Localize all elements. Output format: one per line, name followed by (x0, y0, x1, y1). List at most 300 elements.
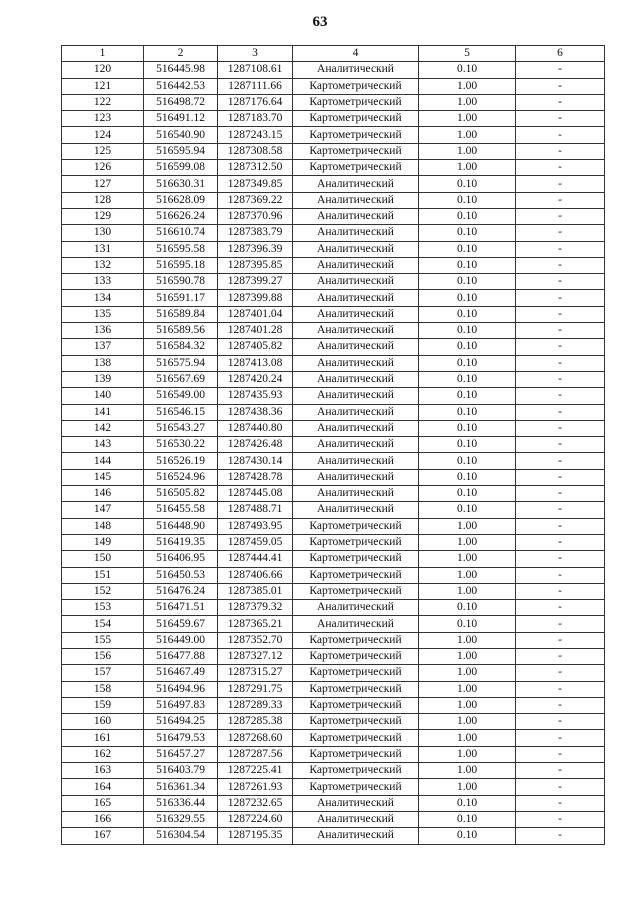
note-cell: - (516, 339, 605, 355)
table-row (62, 225, 605, 241)
table-row (62, 648, 605, 664)
x-coordinate-cell: 516546.15 (144, 404, 218, 420)
point-number-cell: 139 (62, 371, 144, 387)
note-cell: - (516, 567, 605, 583)
method-cell: Аналитический (293, 616, 419, 632)
y-coordinate-cell: 1287261.93 (218, 779, 293, 795)
y-coordinate-cell: 1287315.27 (218, 665, 293, 681)
note-cell: - (516, 534, 605, 550)
accuracy-cell: 1.00 (419, 632, 516, 648)
method-cell: Картометрический (293, 730, 419, 746)
note-cell: - (516, 469, 605, 485)
accuracy-cell: 0.10 (419, 486, 516, 502)
method-cell: Картометрический (293, 94, 419, 110)
x-coordinate-cell: 516445.98 (144, 62, 218, 78)
method-cell: Аналитический (293, 388, 419, 404)
y-coordinate-cell: 1287308.58 (218, 143, 293, 159)
table-row (62, 323, 605, 339)
point-number-cell: 126 (62, 160, 144, 176)
table-row (62, 274, 605, 290)
method-cell: Аналитический (293, 306, 419, 322)
coordinates-table (61, 45, 605, 845)
x-coordinate-cell: 516494.25 (144, 714, 218, 730)
method-cell: Аналитический (293, 257, 419, 273)
accuracy-cell: 1.00 (419, 78, 516, 94)
note-cell: - (516, 290, 605, 306)
x-coordinate-cell: 516610.74 (144, 225, 218, 241)
point-number-cell: 165 (62, 795, 144, 811)
method-cell: Картометрический (293, 143, 419, 159)
table-row (62, 811, 605, 827)
y-coordinate-cell: 1287435.93 (218, 388, 293, 404)
note-cell: - (516, 600, 605, 616)
method-cell: Картометрический (293, 551, 419, 567)
x-coordinate-cell: 516471.51 (144, 600, 218, 616)
table-row (62, 78, 605, 94)
point-number-cell: 120 (62, 62, 144, 78)
y-coordinate-cell: 1287444.41 (218, 551, 293, 567)
accuracy-cell: 0.10 (419, 420, 516, 436)
x-coordinate-cell: 516595.18 (144, 257, 218, 273)
table-row (62, 534, 605, 550)
y-coordinate-cell: 1287440.80 (218, 420, 293, 436)
accuracy-cell: 1.00 (419, 143, 516, 159)
table-row (62, 518, 605, 534)
table-row (62, 127, 605, 143)
x-coordinate-cell: 516336.44 (144, 795, 218, 811)
table-row (62, 616, 605, 632)
note-cell: - (516, 192, 605, 208)
point-number-cell: 133 (62, 274, 144, 290)
method-cell: Картометрический (293, 648, 419, 664)
y-coordinate-cell: 1287396.39 (218, 241, 293, 257)
y-coordinate-cell: 1287438.36 (218, 404, 293, 420)
method-cell: Картометрический (293, 665, 419, 681)
method-cell: Аналитический (293, 355, 419, 371)
accuracy-cell: 1.00 (419, 697, 516, 713)
method-cell: Картометрический (293, 111, 419, 127)
method-cell: Аналитический (293, 420, 419, 436)
point-number-cell: 150 (62, 551, 144, 567)
method-cell: Аналитический (293, 274, 419, 290)
method-cell: Картометрический (293, 779, 419, 795)
point-number-cell: 138 (62, 355, 144, 371)
column-header: 5 (419, 46, 516, 62)
method-cell: Аналитический (293, 323, 419, 339)
x-coordinate-cell: 516589.84 (144, 306, 218, 322)
note-cell: - (516, 828, 605, 844)
x-coordinate-cell: 516626.24 (144, 208, 218, 224)
y-coordinate-cell: 1287352.70 (218, 632, 293, 648)
x-coordinate-cell: 516406.95 (144, 551, 218, 567)
y-coordinate-cell: 1287488.71 (218, 502, 293, 518)
y-coordinate-cell: 1287287.56 (218, 746, 293, 762)
table-row (62, 339, 605, 355)
note-cell: - (516, 111, 605, 127)
x-coordinate-cell: 516459.67 (144, 616, 218, 632)
x-coordinate-cell: 516467.49 (144, 665, 218, 681)
y-coordinate-cell: 1287285.38 (218, 714, 293, 730)
accuracy-cell: 1.00 (419, 534, 516, 550)
accuracy-cell: 1.00 (419, 746, 516, 762)
x-coordinate-cell: 516449.00 (144, 632, 218, 648)
table-row (62, 453, 605, 469)
note-cell: - (516, 746, 605, 762)
table-row (62, 404, 605, 420)
table-row (62, 143, 605, 159)
table-body (62, 62, 605, 844)
table-row (62, 290, 605, 306)
note-cell: - (516, 208, 605, 224)
y-coordinate-cell: 1287445.08 (218, 486, 293, 502)
method-cell: Аналитический (293, 486, 419, 502)
method-cell: Аналитический (293, 225, 419, 241)
accuracy-cell: 0.10 (419, 371, 516, 387)
method-cell: Аналитический (293, 469, 419, 485)
y-coordinate-cell: 1287405.82 (218, 339, 293, 355)
note-cell: - (516, 730, 605, 746)
table-row (62, 828, 605, 844)
column-header: 4 (293, 46, 419, 62)
point-number-cell: 152 (62, 583, 144, 599)
point-number-cell: 158 (62, 681, 144, 697)
y-coordinate-cell: 1287383.79 (218, 225, 293, 241)
x-coordinate-cell: 516304.54 (144, 828, 218, 844)
x-coordinate-cell: 516498.72 (144, 94, 218, 110)
y-coordinate-cell: 1287224.60 (218, 811, 293, 827)
y-coordinate-cell: 1287312.50 (218, 160, 293, 176)
table-row (62, 420, 605, 436)
y-coordinate-cell: 1287399.27 (218, 274, 293, 290)
x-coordinate-cell: 516476.24 (144, 583, 218, 599)
accuracy-cell: 0.10 (419, 225, 516, 241)
table-row (62, 160, 605, 176)
y-coordinate-cell: 1287232.65 (218, 795, 293, 811)
note-cell: - (516, 779, 605, 795)
method-cell: Аналитический (293, 241, 419, 257)
point-number-cell: 162 (62, 746, 144, 762)
y-coordinate-cell: 1287289.33 (218, 697, 293, 713)
x-coordinate-cell: 516543.27 (144, 420, 218, 436)
point-number-cell: 151 (62, 567, 144, 583)
x-coordinate-cell: 516591.17 (144, 290, 218, 306)
page-number: 63 (312, 14, 328, 30)
accuracy-cell: 1.00 (419, 160, 516, 176)
accuracy-cell: 0.10 (419, 176, 516, 192)
column-header: 1 (62, 46, 144, 62)
x-coordinate-cell: 516540.90 (144, 127, 218, 143)
x-coordinate-cell: 516491.12 (144, 111, 218, 127)
accuracy-cell: 1.00 (419, 763, 516, 779)
y-coordinate-cell: 1287370.96 (218, 208, 293, 224)
point-number-cell: 137 (62, 339, 144, 355)
accuracy-cell: 0.10 (419, 306, 516, 322)
x-coordinate-cell: 516567.69 (144, 371, 218, 387)
point-number-cell: 131 (62, 241, 144, 257)
point-number-cell: 141 (62, 404, 144, 420)
method-cell: Картометрический (293, 763, 419, 779)
x-coordinate-cell: 516448.90 (144, 518, 218, 534)
method-cell: Картометрический (293, 746, 419, 762)
x-coordinate-cell: 516526.19 (144, 453, 218, 469)
table-row (62, 697, 605, 713)
note-cell: - (516, 795, 605, 811)
point-number-cell: 136 (62, 323, 144, 339)
table-row (62, 502, 605, 518)
table-row (62, 306, 605, 322)
y-coordinate-cell: 1287111.66 (218, 78, 293, 94)
method-cell: Аналитический (293, 811, 419, 827)
method-cell: Аналитический (293, 192, 419, 208)
note-cell: - (516, 143, 605, 159)
method-cell: Картометрический (293, 697, 419, 713)
x-coordinate-cell: 516589.56 (144, 323, 218, 339)
y-coordinate-cell: 1287385.01 (218, 583, 293, 599)
note-cell: - (516, 306, 605, 322)
method-cell: Картометрический (293, 78, 419, 94)
x-coordinate-cell: 516628.09 (144, 192, 218, 208)
note-cell: - (516, 551, 605, 567)
note-cell: - (516, 518, 605, 534)
method-cell: Аналитический (293, 339, 419, 355)
note-cell: - (516, 665, 605, 681)
table-row (62, 111, 605, 127)
point-number-cell: 156 (62, 648, 144, 664)
column-header: 2 (144, 46, 218, 62)
note-cell: - (516, 437, 605, 453)
note-cell: - (516, 616, 605, 632)
table-row (62, 94, 605, 110)
note-cell: - (516, 94, 605, 110)
y-coordinate-cell: 1287195.35 (218, 828, 293, 844)
point-number-cell: 167 (62, 828, 144, 844)
method-cell: Картометрический (293, 567, 419, 583)
note-cell: - (516, 763, 605, 779)
table-row (62, 551, 605, 567)
accuracy-cell: 1.00 (419, 94, 516, 110)
method-cell: Аналитический (293, 453, 419, 469)
table-row (62, 714, 605, 730)
accuracy-cell: 1.00 (419, 127, 516, 143)
note-cell: - (516, 420, 605, 436)
y-coordinate-cell: 1287365.21 (218, 616, 293, 632)
note-cell: - (516, 583, 605, 599)
note-cell: - (516, 371, 605, 387)
note-cell: - (516, 160, 605, 176)
x-coordinate-cell: 516630.31 (144, 176, 218, 192)
method-cell: Аналитический (293, 290, 419, 306)
point-number-cell: 147 (62, 502, 144, 518)
note-cell: - (516, 697, 605, 713)
point-number-cell: 129 (62, 208, 144, 224)
x-coordinate-cell: 516497.83 (144, 697, 218, 713)
table-row (62, 583, 605, 599)
point-number-cell: 134 (62, 290, 144, 306)
point-number-cell: 149 (62, 534, 144, 550)
point-number-cell: 130 (62, 225, 144, 241)
method-cell: Картометрический (293, 681, 419, 697)
x-coordinate-cell: 516599.08 (144, 160, 218, 176)
x-coordinate-cell: 516524.96 (144, 469, 218, 485)
point-number-cell: 143 (62, 437, 144, 453)
method-cell: Картометрический (293, 127, 419, 143)
accuracy-cell: 0.10 (419, 62, 516, 78)
accuracy-cell: 0.10 (419, 388, 516, 404)
method-cell: Картометрический (293, 632, 419, 648)
point-number-cell: 146 (62, 486, 144, 502)
table-row (62, 681, 605, 697)
point-number-cell: 128 (62, 192, 144, 208)
point-number-cell: 154 (62, 616, 144, 632)
table-row (62, 62, 605, 78)
note-cell: - (516, 648, 605, 664)
table-row (62, 192, 605, 208)
x-coordinate-cell: 516549.00 (144, 388, 218, 404)
x-coordinate-cell: 516361.34 (144, 779, 218, 795)
method-cell: Аналитический (293, 600, 419, 616)
accuracy-cell: 0.10 (419, 339, 516, 355)
method-cell: Аналитический (293, 371, 419, 387)
note-cell: - (516, 714, 605, 730)
note-cell: - (516, 274, 605, 290)
table-row (62, 763, 605, 779)
accuracy-cell: 0.10 (419, 290, 516, 306)
accuracy-cell: 1.00 (419, 730, 516, 746)
note-cell: - (516, 404, 605, 420)
point-number-cell: 148 (62, 518, 144, 534)
y-coordinate-cell: 1287413.08 (218, 355, 293, 371)
y-coordinate-cell: 1287349.85 (218, 176, 293, 192)
point-number-cell: 155 (62, 632, 144, 648)
y-coordinate-cell: 1287379.32 (218, 600, 293, 616)
x-coordinate-cell: 516479.53 (144, 730, 218, 746)
point-number-cell: 127 (62, 176, 144, 192)
method-cell: Аналитический (293, 828, 419, 844)
table-row (62, 665, 605, 681)
accuracy-cell: 1.00 (419, 681, 516, 697)
note-cell: - (516, 225, 605, 241)
table-row (62, 632, 605, 648)
point-number-cell: 161 (62, 730, 144, 746)
x-coordinate-cell: 516442.53 (144, 78, 218, 94)
x-coordinate-cell: 516584.32 (144, 339, 218, 355)
note-cell: - (516, 176, 605, 192)
x-coordinate-cell: 516457.27 (144, 746, 218, 762)
y-coordinate-cell: 1287327.12 (218, 648, 293, 664)
table-row (62, 257, 605, 273)
table-row (62, 371, 605, 387)
y-coordinate-cell: 1287183.70 (218, 111, 293, 127)
method-cell: Аналитический (293, 404, 419, 420)
x-coordinate-cell: 516595.58 (144, 241, 218, 257)
point-number-cell: 122 (62, 94, 144, 110)
y-coordinate-cell: 1287369.22 (218, 192, 293, 208)
point-number-cell: 160 (62, 714, 144, 730)
note-cell: - (516, 453, 605, 469)
y-coordinate-cell: 1287401.28 (218, 323, 293, 339)
note-cell: - (516, 241, 605, 257)
note-cell: - (516, 632, 605, 648)
x-coordinate-cell: 516403.79 (144, 763, 218, 779)
table-row (62, 208, 605, 224)
accuracy-cell: 1.00 (419, 583, 516, 599)
x-coordinate-cell: 516575.94 (144, 355, 218, 371)
note-cell: - (516, 62, 605, 78)
accuracy-cell: 1.00 (419, 518, 516, 534)
method-cell: Аналитический (293, 176, 419, 192)
method-cell: Аналитический (293, 208, 419, 224)
point-number-cell: 124 (62, 127, 144, 143)
y-coordinate-cell: 1287395.85 (218, 257, 293, 273)
accuracy-cell: 0.10 (419, 257, 516, 273)
table-row (62, 469, 605, 485)
accuracy-cell: 1.00 (419, 111, 516, 127)
x-coordinate-cell: 516530.22 (144, 437, 218, 453)
y-coordinate-cell: 1287401.04 (218, 306, 293, 322)
note-cell: - (516, 257, 605, 273)
point-number-cell: 140 (62, 388, 144, 404)
point-number-cell: 145 (62, 469, 144, 485)
y-coordinate-cell: 1287493.95 (218, 518, 293, 534)
accuracy-cell: 1.00 (419, 551, 516, 567)
table-row (62, 388, 605, 404)
point-number-cell: 144 (62, 453, 144, 469)
table-row (62, 355, 605, 371)
note-cell: - (516, 127, 605, 143)
point-number-cell: 142 (62, 420, 144, 436)
table-row (62, 779, 605, 795)
point-number-cell: 163 (62, 763, 144, 779)
accuracy-cell: 1.00 (419, 567, 516, 583)
accuracy-cell: 1.00 (419, 648, 516, 664)
accuracy-cell: 0.10 (419, 241, 516, 257)
y-coordinate-cell: 1287459.05 (218, 534, 293, 550)
note-cell: - (516, 681, 605, 697)
x-coordinate-cell: 516329.55 (144, 811, 218, 827)
table-row (62, 600, 605, 616)
column-header: 3 (218, 46, 293, 62)
y-coordinate-cell: 1287430.14 (218, 453, 293, 469)
note-cell: - (516, 388, 605, 404)
x-coordinate-cell: 516590.78 (144, 274, 218, 290)
accuracy-cell: 0.10 (419, 192, 516, 208)
point-number-cell: 157 (62, 665, 144, 681)
table-row (62, 437, 605, 453)
point-number-cell: 121 (62, 78, 144, 94)
note-cell: - (516, 78, 605, 94)
y-coordinate-cell: 1287176.64 (218, 94, 293, 110)
table-row (62, 567, 605, 583)
y-coordinate-cell: 1287428.78 (218, 469, 293, 485)
y-coordinate-cell: 1287420.24 (218, 371, 293, 387)
x-coordinate-cell: 516494.96 (144, 681, 218, 697)
y-coordinate-cell: 1287243.15 (218, 127, 293, 143)
y-coordinate-cell: 1287406.66 (218, 567, 293, 583)
method-cell: Картометрический (293, 534, 419, 550)
table-row (62, 176, 605, 192)
note-cell: - (516, 486, 605, 502)
x-coordinate-cell: 516505.82 (144, 486, 218, 502)
note-cell: - (516, 355, 605, 371)
method-cell: Картометрический (293, 160, 419, 176)
method-cell: Картометрический (293, 714, 419, 730)
y-coordinate-cell: 1287225.41 (218, 763, 293, 779)
point-number-cell: 153 (62, 600, 144, 616)
method-cell: Картометрический (293, 583, 419, 599)
table-row (62, 746, 605, 762)
x-coordinate-cell: 516595.94 (144, 143, 218, 159)
point-number-cell: 164 (62, 779, 144, 795)
